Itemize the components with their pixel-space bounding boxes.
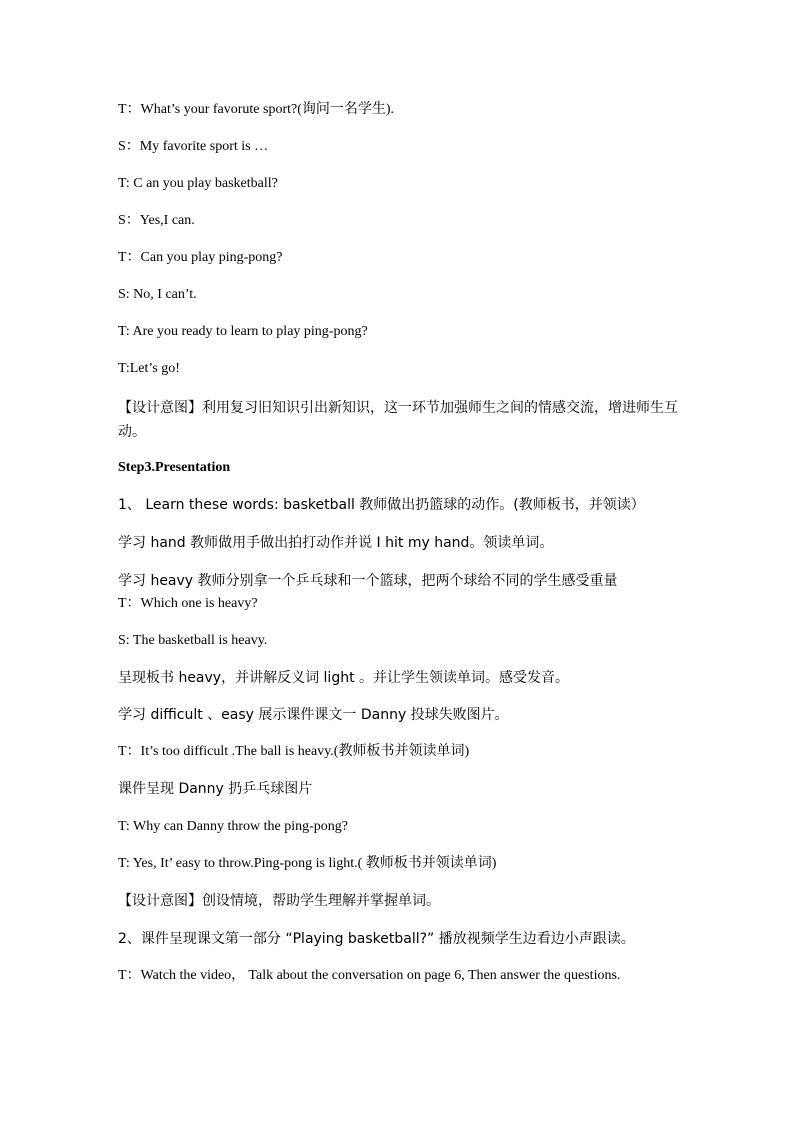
dialogue-line: T:Let’s go!: [118, 361, 180, 376]
dialogue-line: S: No, I can’t.: [118, 287, 197, 302]
dialogue-line: S：My favorite sport is …: [118, 139, 269, 154]
dialogue-line: S: The basketball is heavy.: [118, 633, 268, 648]
step-item: 呈现板书 heavy，并讲解反义词 light 。并让学生领读单词。感受发音。: [118, 670, 570, 686]
design-intent-paragraph: 【设计意图】创设情境，帮助学生理解并掌握单词。: [118, 893, 440, 909]
step-item: 课件呈现 Danny 扔乒乓球图片: [118, 781, 313, 797]
dialogue-line: T：Watch the video， Talk about the conversation on page 6, Then answer the questions.: [118, 968, 621, 983]
dialogue-line: T：Which one is heavy?: [118, 596, 258, 611]
section-heading: Step3.Presentation: [118, 460, 231, 475]
step-item: 学习 difficult 、easy 展示课件课文一 Danny 投球失败图片。: [118, 707, 509, 723]
dialogue-line: S：Yes,I can.: [118, 213, 195, 228]
design-intent-paragraph: 【设计意图】利用复习旧知识引出新知识，这一环节加强师生之间的情感交流，增进师生互动。: [118, 400, 678, 440]
dialogue-line: T: Yes, It’ easy to throw.Ping-pong is light.( 教师板书并领读单词): [118, 856, 497, 871]
dialogue-line: T: Are you ready to learn to play ping-pong?: [118, 324, 368, 339]
dialogue-line: T: C an you play basketball?: [118, 176, 278, 191]
dialogue-line: T：Can you play ping-pong?: [118, 250, 283, 265]
dialogue-line: T：It’s too difficult .The ball is heavy.(教师板书并领读单词): [118, 744, 470, 759]
dialogue-line: T：What’s your favorute sport?(询问一名学生).: [118, 102, 395, 117]
dialogue-line: T: Why can Danny throw the ping-pong?: [118, 819, 348, 834]
step-item: 学习 hand 教师做用手做出拍打动作并说 I hit my hand。领读单词。: [118, 535, 554, 551]
step-item: 学习 heavy 教师分别拿一个乒乓球和一个篮球，把两个球给不同的学生感受重量: [118, 573, 618, 589]
step-item: 1、 Learn these words: basketball 教师做出扔篮球的动作。(教师板书，并领读）: [118, 497, 645, 513]
step-item: 2、课件呈现课文第一部分 “Playing basketball?” 播放视频学生边看边小声跟读。: [118, 931, 635, 947]
